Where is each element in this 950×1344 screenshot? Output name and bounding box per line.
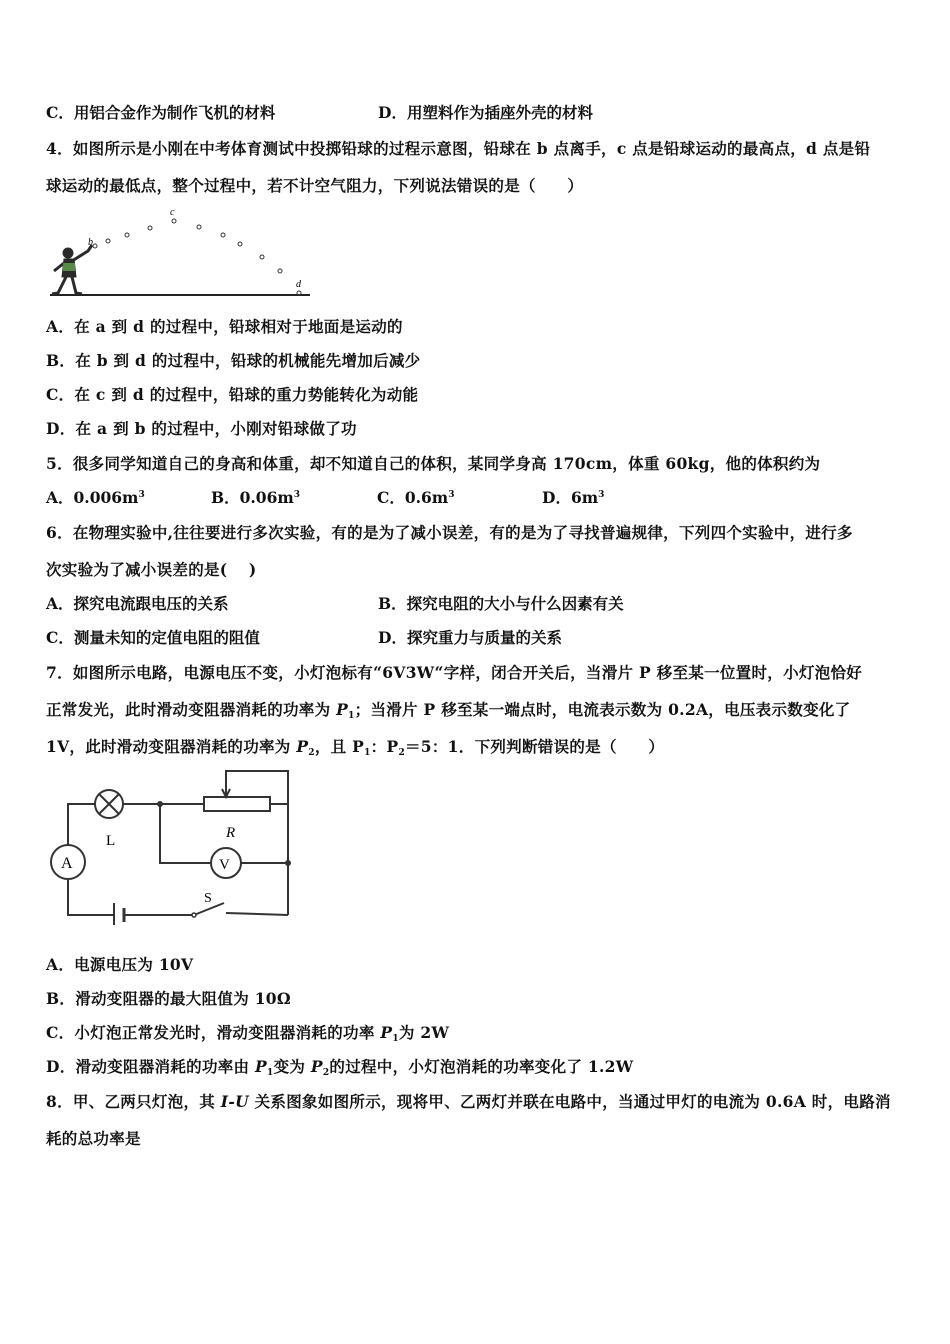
q6-option-a: A．探究电流跟电压的关系 [46,594,229,613]
q7-stem-line3: 1V，此时滑动变阻器消耗的功率为 $P_2$，且 $P_1$：$P_2=5$：1．下列判断错误的是（ ） [46,737,665,758]
rheostat-label: R [226,825,236,841]
q5-option-c: C．$0.6m^3$ [377,488,455,507]
ammeter-label: A [61,855,73,872]
q8-stem-line2: 耗的总功率是 [46,1129,141,1148]
q5-option-a: A．$0.006m^3$ [46,488,145,507]
q5-option-b: B．$0.06m^3$ [211,488,301,507]
q6-option-c: C．测量未知的定值电阻的阻值 [46,628,260,647]
lamp-symbol [95,790,123,818]
q4-stem-line2: 球运动的最低点，整个过程中，若不计空气阻力，下列说法错误的是（ ） [46,176,584,195]
q4-option-c: C．在 c 到 d 的过程中，铅球的重力势能转化为动能 [46,385,419,404]
q4-option-a: A．在 a 到 d 的过程中，铅球相对于地面是运动的 [46,317,403,336]
q4-option-b: B．在 b 到 d 的过程中，铅球的机械能先增加后减少 [46,351,421,370]
q5-option-d: D．$6m^3$ [542,488,605,507]
q7-option-c: C．小灯泡正常发光时，滑动变阻器消耗的功率 $P_1$为 2W [46,1023,450,1044]
lamp-label: L [106,833,116,849]
q8-stem-line1: 8．甲、乙两只灯泡，其 I-U 关系图象如图所示，现将甲、乙两灯并联在电路中，当通过甲灯的电流为 0.6A 时，电路消 [46,1092,891,1111]
athlete-shirt [63,263,75,271]
circuit-diagram [44,767,296,925]
q7-option-b: B．滑动变阻器的最大阻值为 10Ω [46,989,291,1008]
q7-stem-line1: 7．如图所示电路，电源电压不变，小灯泡标有“6V3W“字样，闭合开关后，当滑片 P 移至某一位置时，小灯泡恰好 [46,663,863,682]
junction-dot [157,801,163,807]
shot-put-figure [46,205,316,300]
q4-stem-line1: 4．如图所示是小刚在中考体育测试中投掷铅球的过程示意图，铅球在 b 点离手，c 点是铅球运动的最高点，d 点是铅 [46,139,871,158]
q3-option-d: D．用塑料作为插座外壳的材料 [378,103,593,122]
q6-option-b: B．探究电阻的大小与什么因素有关 [378,594,624,613]
junction-dot [285,860,291,866]
label-c: c [170,207,175,218]
voltmeter-label: V [219,857,230,873]
q7-option-a: A．电源电压为 10V [46,955,194,974]
q3-option-c: C．用铝合金作为制作飞机的材料 [46,103,276,122]
switch-label: S [204,891,212,906]
q6-stem-line1: 6．在物理实验中,往往要进行多次实验，有的是为了减小误差，有的是为了寻找普遍规律，下列四个实验中，进行多 [46,523,853,542]
label-d: d [296,279,301,290]
label-b: b [88,237,93,248]
q5-stem: 5．很多同学知道自己的身高和体重，却不知道自己的体积，某同学身高 170cm，体重 60kg，他的体积约为 [46,454,821,473]
trajectory-dots [93,219,301,295]
q7-option-d: D．滑动变阻器消耗的功率由 $P_1$变为 $P_2$的过程中，小灯泡消耗的功率变化了 1.2W [46,1057,634,1078]
q6-option-d: D．探究重力与质量的关系 [378,628,562,647]
q7-stem-line2: 正常发光，此时滑动变阻器消耗的功率为 $P_1$；当滑片 P 移至某一端点时，电流表示数为 0.2A，电压表示数变化了 [46,700,851,721]
q4-option-d: D．在 a 到 b 的过程中，小刚对铅球做了功 [46,419,357,438]
switch-pivot [192,913,196,917]
q6-stem-line2: 次实验为了减小误差的是( ) [46,560,257,579]
rheostat-resistor [204,797,270,811]
